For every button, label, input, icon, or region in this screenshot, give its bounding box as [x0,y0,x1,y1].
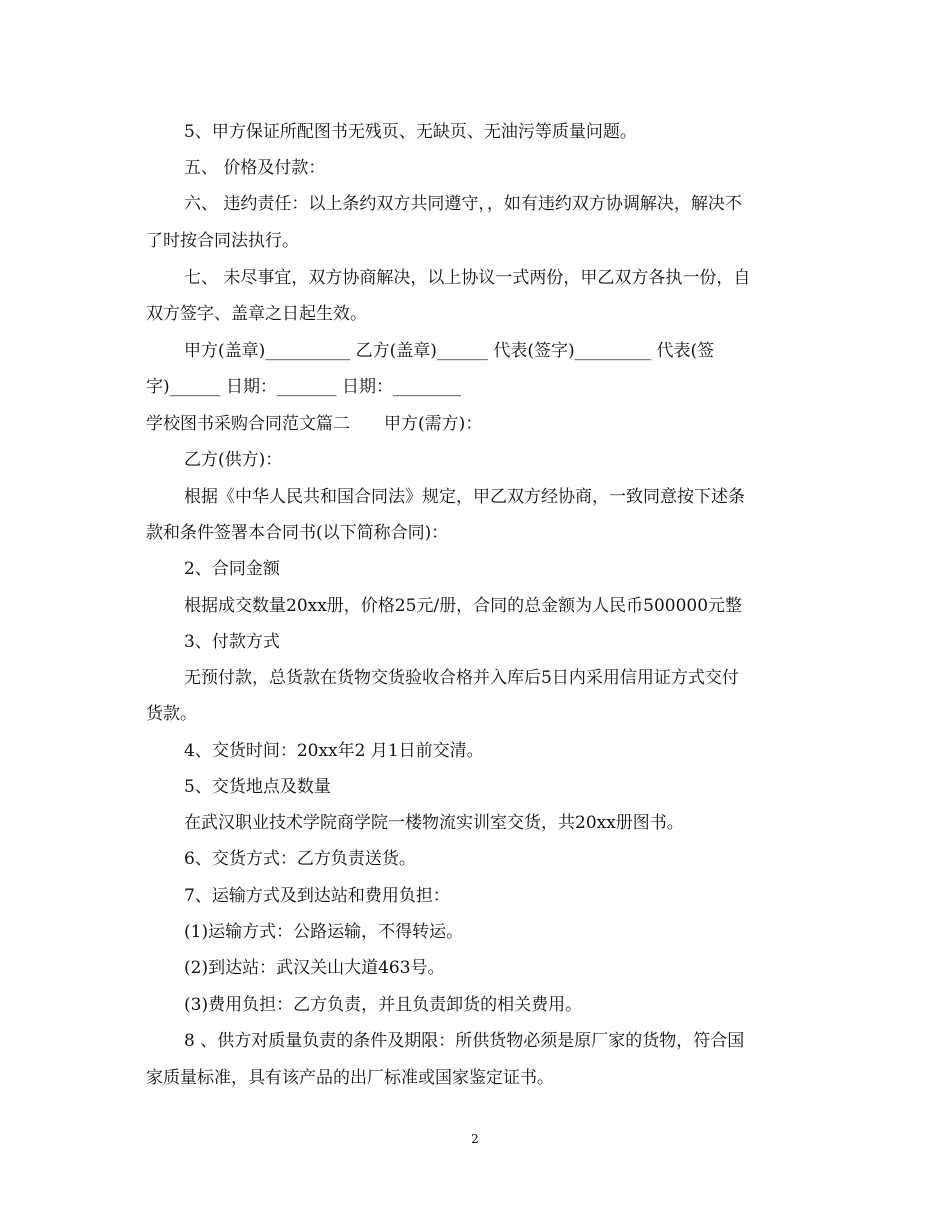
paragraph-line: 根据成交数量20xx册，价格25元/册，合同的总金额为人民币500000元整 [184,596,743,616]
clause-heading: 4、交货时间：20xx年2 月1日前交清。 [184,741,484,761]
section-heading: 五、 价格及付款： [184,158,326,178]
paragraph-line: 5、甲方保证所配图书无残页、无缺页、无油污等质量问题。 [184,122,637,142]
clause-heading: 5、交货地点及数量 [184,777,331,797]
paragraph-line: 货款。 [146,704,197,724]
paragraph-line: 了时按合同法执行。 [146,231,299,251]
paragraph-line: 根据《中华人民共和国合同法》规定，甲乙双方经协商，一致同意按下述条 [184,487,745,507]
paragraph-line: 双方签字、盖章之日起生效。 [146,304,367,324]
paragraph-line: 家质量标准，具有该产品的出厂标准或国家鉴定证书。 [146,1068,554,1088]
paragraph-line: 乙方(供方)： [184,450,283,470]
signature-line: 甲方(盖章)__________ 乙方(盖章)______ 代表(签字)_________ 代表(签 [184,341,715,361]
clause-heading: 3、付款方式 [184,632,280,652]
clause-heading: 2、合同金额 [184,559,280,579]
page-number: 2 [471,1132,479,1146]
clause-heading: 7、运输方式及到达站和费用负担： [184,886,450,906]
clause-heading: 6、交货方式：乙方负责送货。 [184,849,416,869]
paragraph-line: 无预付款，总货款在货物交货验收合格并入库后5日内采用信用证方式交付 [184,668,739,688]
paragraph-line: 款和条件签署本合同书(以下简称合同)： [146,523,449,543]
section-title: 学校图书采购合同范文篇二 甲方(需方)： [146,414,483,434]
paragraph-line: (3)费用负担：乙方负责，并且负责卸货的相关费用。 [184,995,583,1015]
signature-line: 字)______ 日期：_______ 日期：________ [146,377,461,397]
paragraph-line: (2)到达站：武汉关山大道463号。 [184,958,445,978]
paragraph-line: 七、 未尽事宜，双方协商解决，以上协议一式两份，甲乙双方各执一份，自 [184,268,751,288]
paragraph-line: (1)运输方式：公路运输，不得转运。 [184,922,464,942]
paragraph-line: 8 、供方对质量负责的条件及期限：所供货物必须是原厂家的货物，符合国 [184,1031,745,1051]
paragraph-line: 在武汉职业技术学院商学院一楼物流实训室交货，共20xx册图书。 [184,813,684,833]
paragraph-line: 六、 违约责任：以上条约双方共同遵守，，如有违约双方协调解决，解决不 [184,194,742,214]
